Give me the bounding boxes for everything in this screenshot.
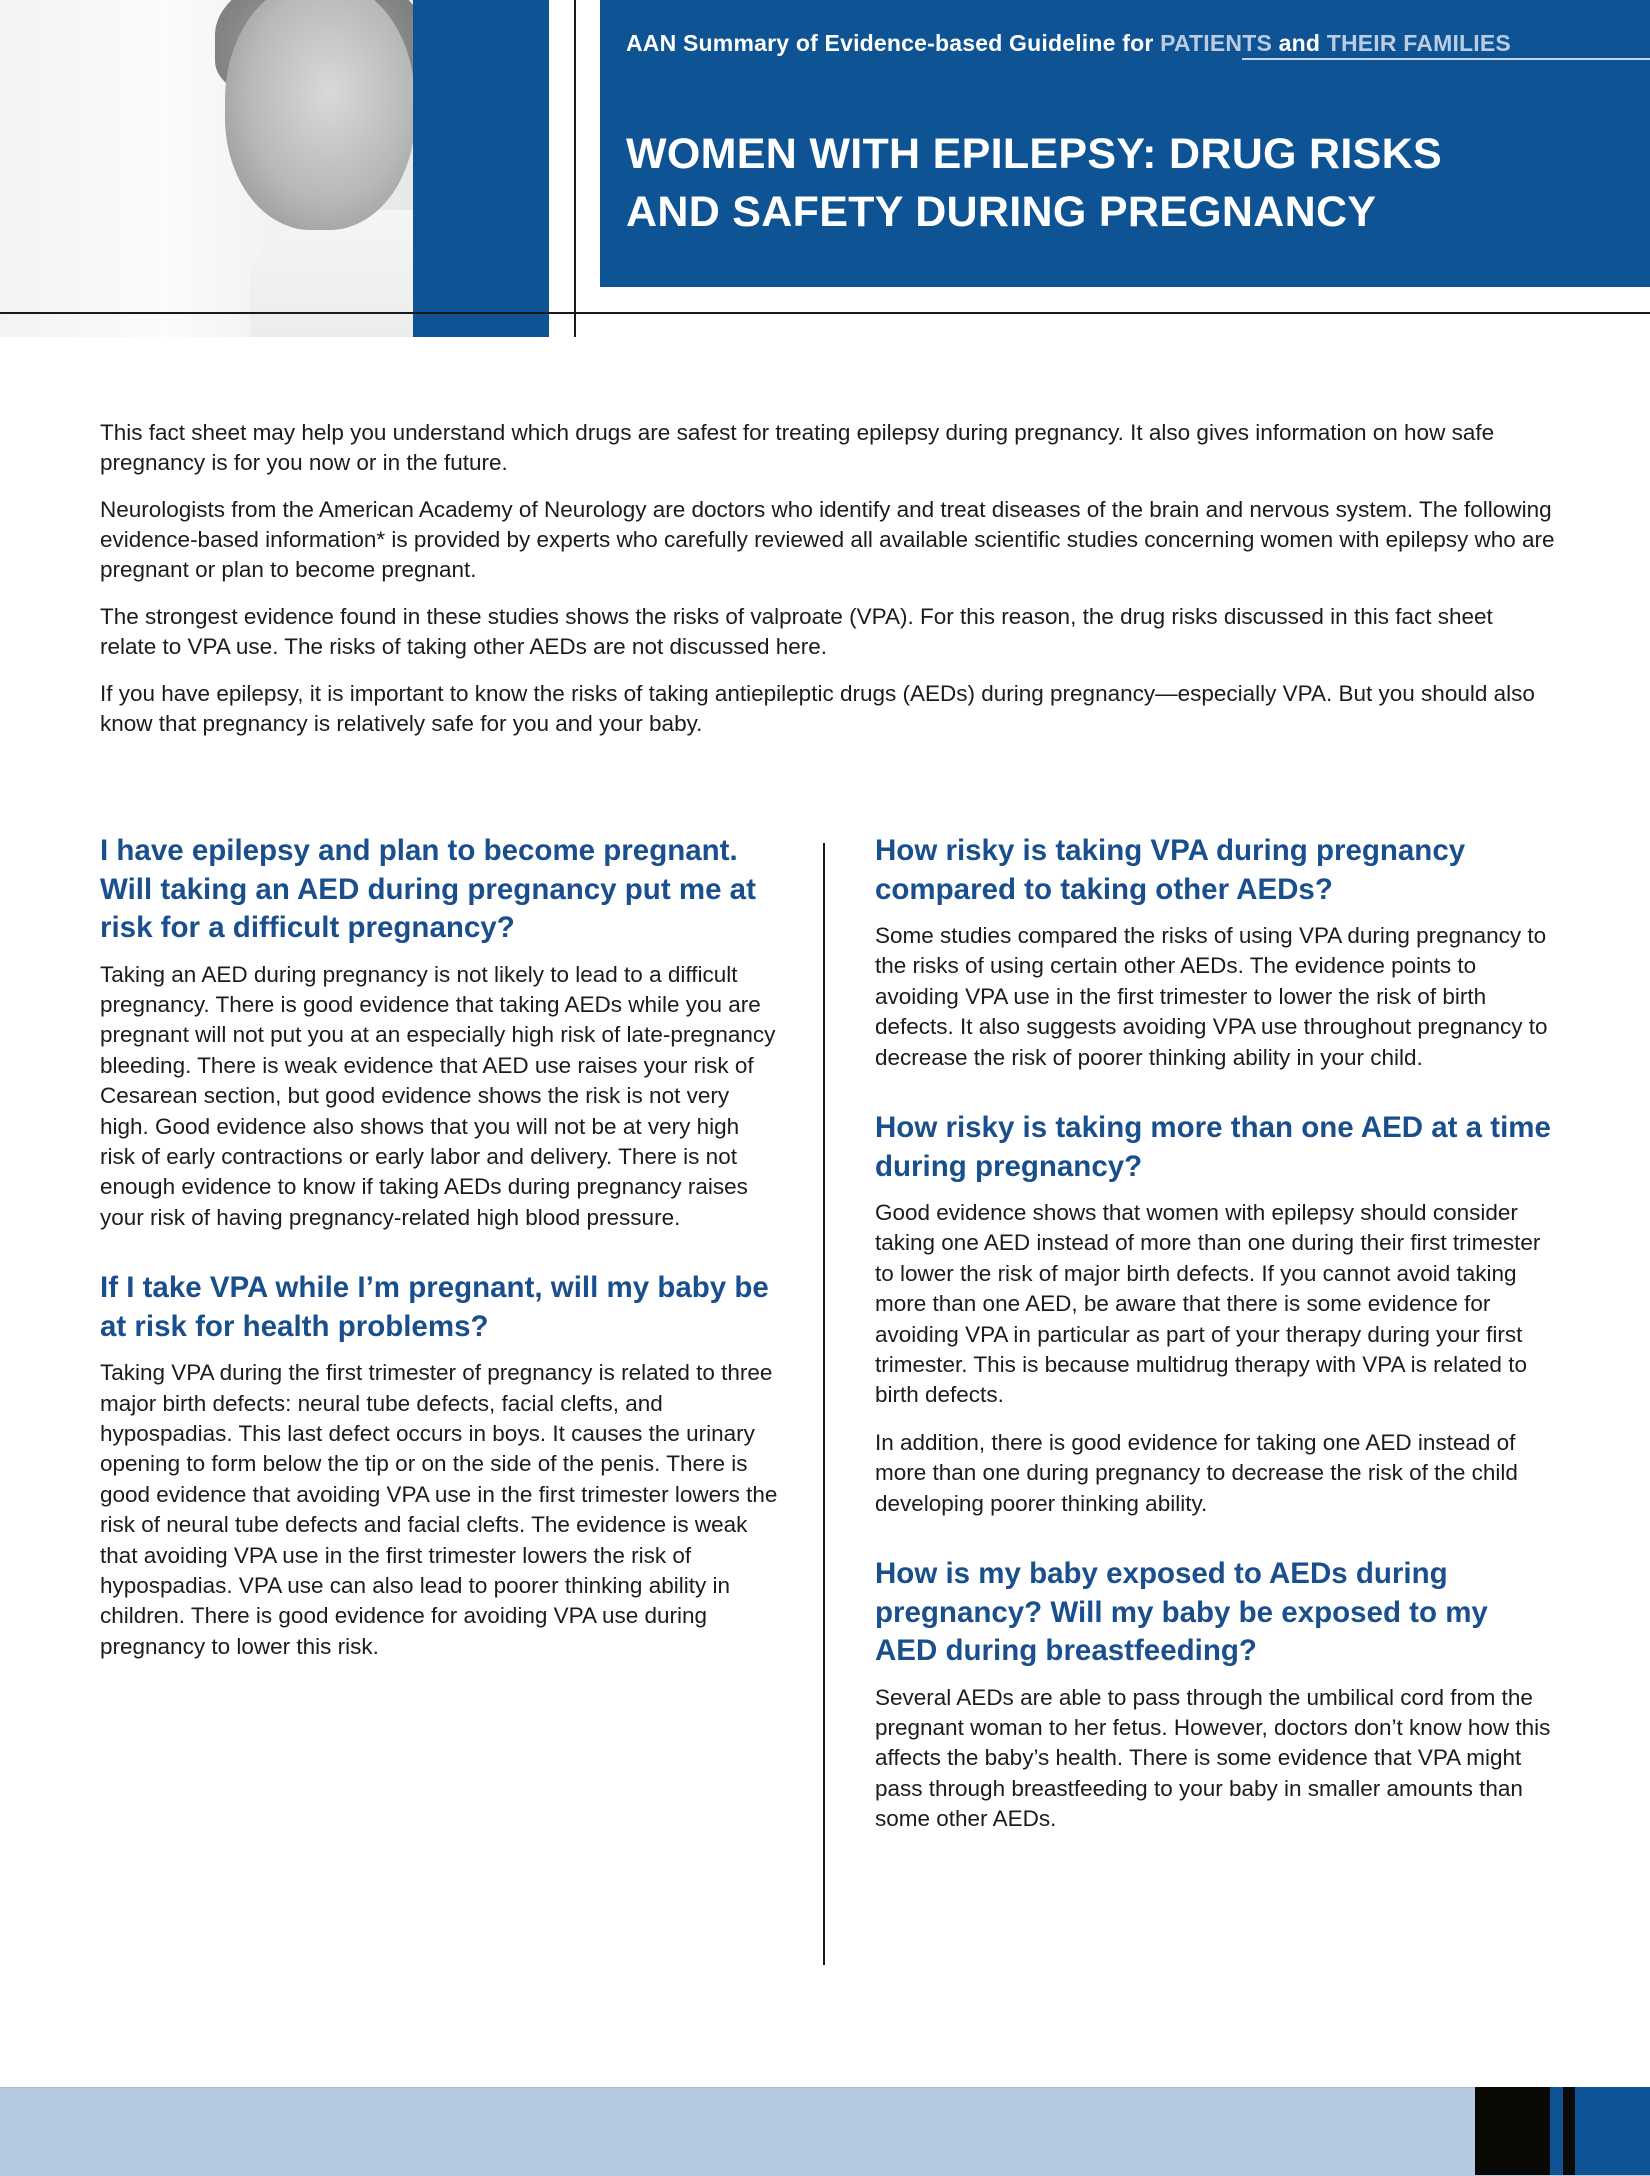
title-line-2: AND SAFETY DURING PREGNANCY	[626, 188, 1377, 236]
kicker-families: THEIR FAMILIES	[1326, 30, 1511, 56]
right-column	[875, 832, 1555, 1871]
kicker-prefix: AAN Summary of Evidence-based Guideline for	[626, 30, 1154, 56]
faq-answer: Some studies compared the risks of using VPA during pregnancy to the risks of using certain other AEDs. The evidence points to avoiding VPA use in the first trimester to lower the risk of birth defects. It also suggests avoiding VPA use throughout pregnancy to decrease the risk of poorer thinking ability in your child.	[875, 923, 1548, 1070]
faq-question: How is my baby exposed to AEDs during pregnancy? Will my baby be exposed to my AED during breastfeeding?	[875, 1557, 1488, 1668]
kicker-underline	[1242, 58, 1650, 60]
faq-section	[875, 1555, 1555, 1835]
faq-answer: Taking VPA during the first trimester of pregnancy is related to three major birth defects: neural tube defects, facial clefts, and hypospadias. This last defect occurs in boys. It causes the urinary opening to form below the tip or on the side of the penis. There is good evidence that avoiding VPA use in the first trimester lowers the risk of neural tube defects and facial clefts. The evidence is weak that avoiding VPA use in the first trimester lowers the risk of hypospadias. VPA use can also lead to poorer thinking ability in children. There is good evidence for avoiding VPA use during pregnancy to lower this risk.	[100, 1360, 778, 1659]
header-vertical-rule	[574, 0, 576, 337]
page-title	[626, 125, 1442, 241]
footer-stripe-blue	[1550, 2087, 1563, 2175]
faq-question: How risky is taking more than one AED at a time during pregnancy?	[875, 1111, 1551, 1183]
title-banner	[600, 0, 1650, 287]
footer-stripe-dark	[1563, 2087, 1575, 2175]
faq-question: If I take VPA while I’m pregnant, will my baby be at risk for health problems?	[100, 1271, 769, 1343]
header-accent-bar	[413, 0, 549, 337]
footer-block-dark	[1475, 2087, 1550, 2175]
guideline-kicker	[626, 30, 1511, 57]
faq-question: How risky is taking VPA during pregnancy compared to taking other AEDs?	[875, 834, 1466, 906]
faq-section	[100, 832, 780, 1233]
faq-answer: Several AEDs are able to pass through the umbilical cord from the pregnant woman to her fetus. However, doctors don’t know how this affects the baby’s health. There is some evidence that VPA might pass through breastfeeding to your baby in smaller amounts than some other AEDs.	[875, 1684, 1551, 1832]
column-divider	[823, 843, 825, 1965]
intro-section	[100, 418, 1555, 756]
faq-question: I have epilepsy and plan to become pregnant. Will taking an AED during pregnancy put me at risk for a difficult pregnancy?	[100, 834, 756, 944]
intro-paragraph: The strongest evidence found in these studies shows the risks of valproate (VPA). For this reason, the drug risks discussed in this fact sheet relate to VPA use. The risks of taking other AEDs are not discussed here.	[100, 604, 1493, 659]
intro-paragraph: If you have epilepsy, it is important to know the risks of taking antiepileptic drugs (AEDs) during pregnancy—especially VPA. But you should also know that pregnancy is relatively safe for you and your baby.	[100, 681, 1535, 736]
faq-section	[100, 1269, 780, 1662]
footer-block-blue	[1575, 2087, 1650, 2175]
faq-section	[875, 832, 1555, 1073]
title-line-1: WOMEN WITH EPILEPSY: DRUG RISKS	[626, 130, 1442, 178]
kicker-patients: PATIENTS	[1160, 30, 1273, 56]
faq-answer: Taking an AED during pregnancy is not likely to lead to a difficult pregnancy. There is good evidence that taking AEDs while you are pregnant will not put you at an especially high risk of late-pregnancy bleeding. There is weak evidence that AED use raises your risk of Cesarean section, but good evidence shows the risk is not very high. Good evidence also shows that you will not be at very high risk of early contractions or early labor and delivery. There is not enough evidence to know if taking AEDs during pregnancy raises your risk of having pregnancy-related high blood pressure.	[100, 961, 776, 1230]
footer-band	[0, 2087, 1650, 2176]
header-horizontal-rule	[0, 312, 1650, 314]
faq-section	[875, 1109, 1555, 1519]
photo-face-shape	[225, 0, 415, 230]
intro-paragraph: This fact sheet may help you understand which drugs are safest for treating epilepsy during pregnancy. It also gives information on how safe pregnancy is for you now or in the future.	[100, 420, 1495, 475]
faq-answer: Good evidence shows that women with epilepsy should consider taking one AED instead of more than one during their first trimester to lower the risk of major birth defects. If you cannot avoid taking more than one AED, be aware that there is some evidence for avoiding VPA in particular as part of your therapy during your first trimester. This is because multidrug therapy with VPA is related to birth defects.	[875, 1200, 1541, 1408]
intro-paragraph: Neurologists from the American Academy of Neurology are doctors who identify and treat diseases of the brain and nervous system. The following evidence-based information* is provided by experts who carefully reviewed all available scientific studies concerning women with epilepsy who are pregnant or plan to become pregnant.	[100, 497, 1555, 582]
faq-answer: In addition, there is good evidence for taking one AED instead of more than one during pregnancy to decrease the risk of the child developing poorer thinking ability.	[875, 1429, 1518, 1516]
kicker-and: and	[1278, 30, 1321, 56]
left-column	[100, 832, 780, 1698]
